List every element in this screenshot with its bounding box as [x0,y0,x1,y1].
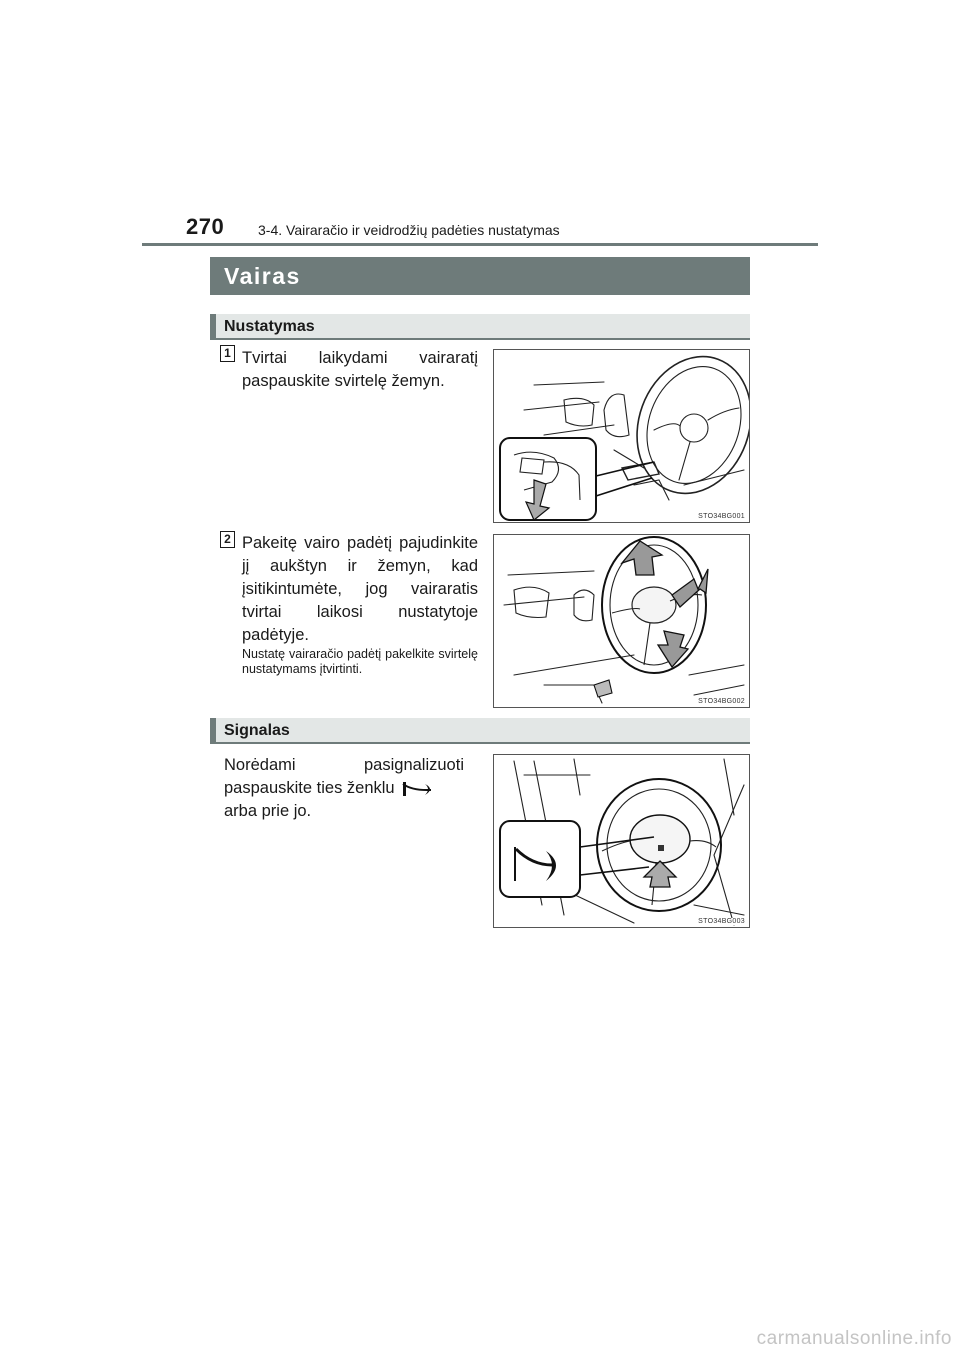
horn-text [224,754,464,823]
page-number: 270 [186,214,225,239]
step-2-note: Nustatę vairaračio padėtį pakelkite svirtelę nustatymams įtvirtinti. [242,647,478,676]
watermark: carmanualsonline.info [756,1328,952,1349]
figure-adjust-wheel [493,534,750,708]
figure-horn [493,754,750,928]
step-1-number: 1 [220,345,235,362]
step-2-number: 2 [220,531,235,548]
horn-icon [401,781,435,797]
figure-code: STO34BG002 [698,698,745,705]
figure-release-lever [493,349,750,523]
figure-code: STO34BG001 [698,513,745,520]
section-title: Vairas [210,257,750,295]
horn-pad-illustration [494,755,750,928]
chapter-title: 3-4. Vairaračio ir veidrodžių padėties nustatymas [258,222,560,238]
steering-lever-illustration [494,350,750,523]
subheading-horn: Signalas [210,718,750,744]
horn-text-before: Norėdami pasignalizuoti paspauskite ties ženklu [224,756,464,797]
step-2-text: Pakeitę vairo padėtį pajudinkite jį aukštyn ir žemyn, kad įsitikintumėte, jog vairaratis tvirtai laikosi nustatytoje padėtyje. [242,534,478,644]
horn-text-after: arba prie jo. [224,802,312,820]
header-rule [142,243,818,246]
steering-wheel-adjust-illustration [494,535,750,708]
subheading-adjustment: Nustatymas [210,314,750,340]
step-1-text: Tvirtai laikydami vairaratį paspauskite svirtelę žemyn. [242,349,478,390]
figure-code: STO34BG003 [698,918,745,925]
